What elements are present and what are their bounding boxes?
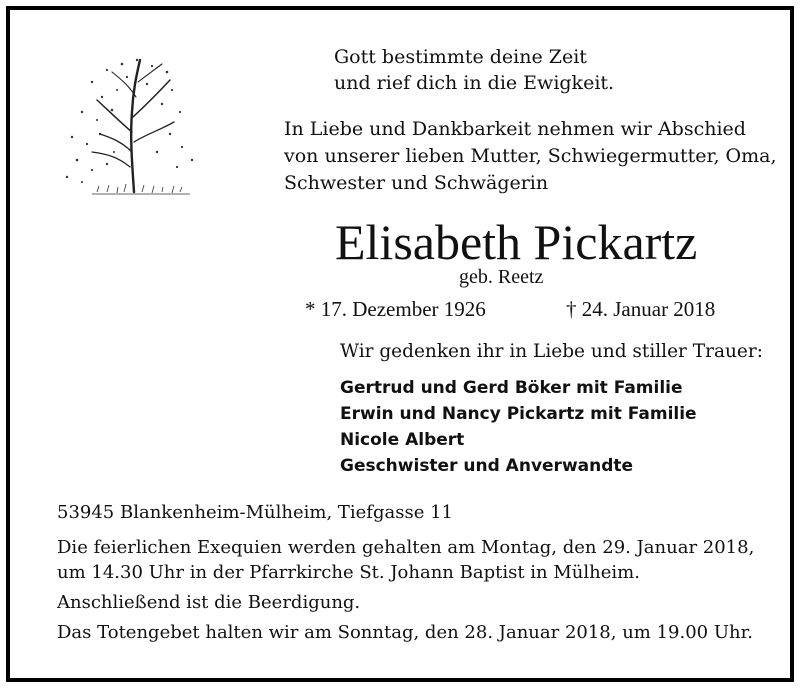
prayer-note: Das Totengebet halten wir am Sonntag, den 28. Januar 2018, um 19.00 Uhr. [57,622,753,643]
service-line-2: um 14.30 Uhr in der Pfarrkirche St. Johann Baptist in Mülheim. [57,562,640,583]
intro-line-2: von unserer lieben Mutter, Schwiegermutter, Oma, [284,145,777,167]
mourner-3: Nicole Albert [340,430,465,450]
intro-line-1: In Liebe und Dankbarkeit nehmen wir Abschied [284,118,746,140]
mourner-2: Erwin und Nancy Pickartz mit Familie [340,404,697,424]
intro-line-3: Schwester und Schwägerin [284,172,549,194]
verse-line-1: Gott bestimmte deine Zeit [334,46,587,68]
mourner-1: Gertrud und Gerd Böker mit Familie [340,378,683,398]
tree-illustration [52,42,212,212]
verse-line-2: und rief dich in die Ewigkeit. [334,72,615,94]
service-line-1: Die feierlichen Exequien werden gehalten am Montag, den 29. Januar 2018, [57,537,755,558]
burial-note: Anschließend ist die Beerdigung. [57,592,361,613]
birth-name: geb. Reetz [459,266,544,288]
mourner-4: Geschwister und Anverwandte [340,456,634,476]
remembrance-line: Wir gedenken ihr in Liebe und stiller Trauer: [340,341,763,362]
death-date: † 24. Januar 2018 [566,297,716,321]
address: 53945 Blankenheim-Mülheim, Tiefgasse 11 [57,502,453,523]
birth-date: * 17. Dezember 1926 [305,297,486,321]
deceased-name: Elisabeth Pickartz [335,214,698,270]
